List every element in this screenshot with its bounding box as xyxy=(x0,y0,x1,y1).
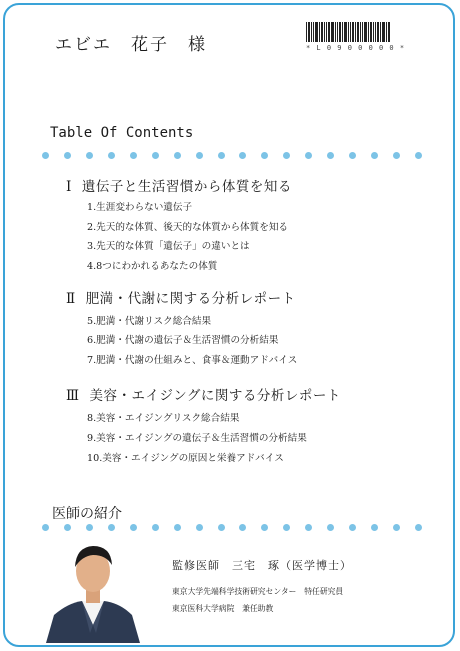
barcode-bar xyxy=(342,22,343,42)
divider-dot xyxy=(283,524,290,531)
barcode-bar xyxy=(339,22,341,42)
barcode-bar xyxy=(319,22,320,42)
barcode-bar xyxy=(315,22,318,42)
divider-dot xyxy=(86,524,93,531)
divider-dot xyxy=(218,152,225,159)
toc-item: 9.美容・エイジングの遺伝子＆生活習慣の分析結果 xyxy=(87,433,307,444)
barcode-bar xyxy=(308,22,310,42)
toc-item: 10.美容・エイジングの原因と栄養アドバイス xyxy=(87,453,284,464)
section-1-heading xyxy=(66,175,292,195)
divider-dot xyxy=(415,152,422,159)
divider-dot xyxy=(130,524,137,531)
barcode-bar xyxy=(348,22,349,42)
section-2-numeral: Ⅱ xyxy=(66,291,76,307)
barcode-bar xyxy=(328,22,330,42)
toc-item: 7.肥満・代謝の仕組みと、食事＆運動アドバイス xyxy=(87,355,298,366)
divider-dot xyxy=(283,152,290,159)
divider-dot xyxy=(152,524,159,531)
divider-dot xyxy=(371,152,378,159)
divider-dot xyxy=(64,152,71,159)
doctor-affiliation: 東京大学先端科学技術研究センター 特任研究員 xyxy=(172,587,344,596)
barcode-bar xyxy=(375,22,376,42)
barcode-bar xyxy=(357,22,359,42)
divider-dot xyxy=(174,152,181,159)
divider-dot xyxy=(108,524,115,531)
divider-dot xyxy=(239,524,246,531)
section-3-heading xyxy=(66,384,341,404)
doctor-name: 監修医師 三宅 琢（医学博士） xyxy=(172,559,352,572)
toc-item: 5.肥満・代謝リスク総合結果 xyxy=(87,316,212,327)
recipient-name: エビエ 花子 様 xyxy=(55,35,207,55)
divider-dot xyxy=(261,152,268,159)
section-2-heading xyxy=(66,287,296,307)
barcode-bar xyxy=(382,22,385,42)
barcode-bar xyxy=(352,22,354,42)
divider-dot xyxy=(64,524,71,531)
section-3-title: 美容・エイジングに関する分析レポート xyxy=(89,388,341,404)
barcode-bar xyxy=(331,22,334,42)
divider-dot xyxy=(349,152,356,159)
toc-item: 3.先天的な体質「遺伝子」の違いとは xyxy=(87,241,250,252)
doctor-photo xyxy=(40,533,146,643)
divider-dot xyxy=(196,152,203,159)
divider-dot xyxy=(261,524,268,531)
barcode-bar xyxy=(360,22,361,42)
divider-dot xyxy=(42,152,49,159)
divider-dot xyxy=(42,524,49,531)
barcode-bars xyxy=(306,22,416,42)
dot-divider-top xyxy=(42,152,422,160)
barcode-bar xyxy=(362,22,363,42)
toc-item: 6.肥満・代謝の遺伝子＆生活習慣の分析結果 xyxy=(87,335,279,346)
section-3-numeral: Ⅲ xyxy=(66,388,80,404)
divider-dot xyxy=(305,152,312,159)
section-1-title: 遺伝子と生活習慣から体質を知る xyxy=(81,179,292,195)
divider-dot xyxy=(393,152,400,159)
barcode-bar xyxy=(335,22,336,42)
divider-dot xyxy=(305,524,312,531)
barcode-bar xyxy=(306,22,307,42)
divider-dot xyxy=(152,152,159,159)
barcode-text: * L 0 9 0 0 0 0 0 * xyxy=(306,44,406,52)
divider-dot xyxy=(327,152,334,159)
barcode-bar xyxy=(370,22,372,42)
toc-item: 2.先天的な体質、後天的な体質から体質を知る xyxy=(87,222,289,233)
toc-item: 8.美容・エイジングリスク総合結果 xyxy=(87,413,240,424)
barcode-bar xyxy=(311,22,312,42)
divider-dot xyxy=(86,152,93,159)
divider-dot xyxy=(327,524,334,531)
barcode-bar xyxy=(326,22,327,42)
barcode-bar xyxy=(344,22,347,42)
barcode-bar xyxy=(364,22,367,42)
section-1-numeral: Ⅰ xyxy=(66,179,72,195)
barcode-bar xyxy=(355,22,356,42)
barcode-bar xyxy=(313,22,314,42)
toc-item: 1.生涯変わらない遺伝子 xyxy=(87,202,193,213)
toc-title: Table Of Contents xyxy=(50,125,194,141)
barcode-bar xyxy=(321,22,323,42)
barcode-bar xyxy=(350,22,351,42)
doctor-intro-heading: 医師の紹介 xyxy=(52,506,122,522)
divider-dot xyxy=(349,524,356,531)
barcode-bar xyxy=(380,22,381,42)
toc-item: 4.8つにわかれるあなたの体質 xyxy=(87,261,218,272)
divider-dot xyxy=(239,152,246,159)
barcode-bar xyxy=(337,22,338,42)
divider-dot xyxy=(108,152,115,159)
divider-dot xyxy=(174,524,181,531)
divider-dot xyxy=(415,524,422,531)
barcode xyxy=(306,22,416,52)
barcode-bar xyxy=(386,22,387,42)
barcode-bar xyxy=(388,22,390,42)
barcode-bar xyxy=(368,22,369,42)
divider-dot xyxy=(371,524,378,531)
barcode-bar xyxy=(377,22,379,42)
doctor-affiliation: 東京医科大学病院 兼任助教 xyxy=(172,604,274,613)
divider-dot xyxy=(130,152,137,159)
section-2-title: 肥満・代謝に関する分析レポート xyxy=(85,291,296,307)
divider-dot xyxy=(393,524,400,531)
barcode-bar xyxy=(373,22,374,42)
divider-dot xyxy=(196,524,203,531)
divider-dot xyxy=(218,524,225,531)
dot-divider-bottom xyxy=(42,524,422,532)
barcode-bar xyxy=(324,22,325,42)
